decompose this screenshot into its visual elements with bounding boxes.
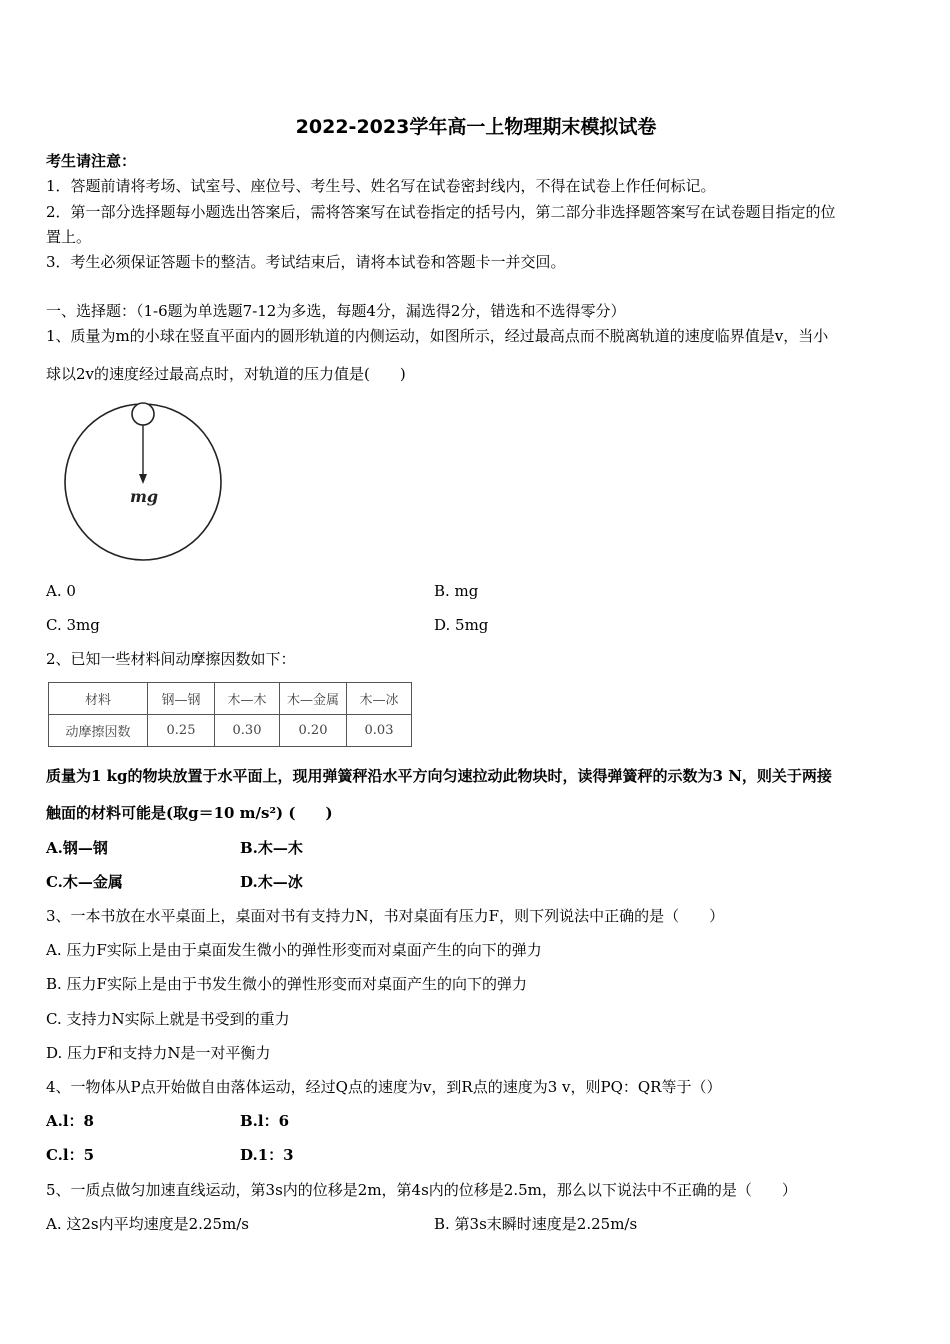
notice-item: 1．答题前请将考场、试室号、座位号、考生号、姓名写在试卷密封线内，不得在试卷上作任何标记。 [46,177,716,195]
notice-heading: 考生请注意： [46,152,137,170]
question-2-body: 质量为1 kg的物块放置于水平面上，现用弹簧秤沿水平方向匀速拉动此物块时，读得弹簧秤的示数为3 N，则关于两接 [46,767,832,785]
option-b: B. 压力F实际上是由于书发生微小的弹性形变而对桌面产生的向下的弹力 [46,975,527,993]
option-c: C. 3mg [46,616,100,634]
table-header-row [49,683,412,715]
figure-label-mg: mg [130,487,159,506]
table-row [49,715,412,747]
page-title: 2022-2023学年高一上物理期末模拟试卷 [295,116,657,138]
notice-item: 置上。 [46,228,92,246]
table-cell: 0.03 [347,715,412,747]
option-b: B. 第3s末瞬时速度是2.25m/s [434,1215,638,1233]
force-arrow-head [139,474,147,484]
question-5-stem: 5、一质点做匀加速直线运动，第3s内的位移是2m，第4s内的位移是2.5m，那么以下说法中不正确的是（ ） [46,1181,797,1199]
table-cell: 0.20 [280,715,347,747]
question-2-stem: 2、已知一些材料间动摩擦因数如下： [46,650,296,668]
friction-table [48,682,412,747]
question-3-stem: 3、一本书放在水平桌面上，桌面对书有支持力N，书对桌面有压力F，则下列说法中正确的是（ ） [46,907,725,925]
table-header: 木—冰 [347,683,412,715]
option-d: D. 5mg [434,616,489,634]
section-heading: 一、选择题：（1-6题为单选题7-12为多选，每题4分，漏选得2分，错选和不选得零分） [46,302,626,320]
table-cell: 动摩擦因数 [49,715,148,747]
option-a: A. 压力F实际上是由于桌面发生微小的弹性形变而对桌面产生的向下的弹力 [46,941,542,959]
table-cell: 0.25 [148,715,215,747]
option-d: D.1：3 [240,1146,294,1164]
option-c: C.木—金属 [46,873,123,891]
option-b: B.l：6 [240,1112,290,1130]
circular-track-figure [64,400,229,565]
option-c: C. 支持力N实际上就是书受到的重力 [46,1010,290,1028]
question-2-body-cont: 触面的材料可能是(取g＝10 m/s²) ( ) [46,804,333,822]
notice-item: 3．考生必须保证答题卡的整洁。考试结束后，请将本试卷和答题卡一并交回。 [46,253,566,271]
option-b: B.木—木 [240,839,303,857]
option-b: B. mg [434,582,479,600]
table-header: 木—金属 [280,683,347,715]
ball [132,403,154,425]
option-c: C.l：5 [46,1146,95,1164]
table-header: 材料 [49,683,148,715]
table-header: 钢—钢 [148,683,215,715]
option-a: A. 0 [46,582,76,600]
table-cell: 0.30 [215,715,280,747]
option-d: D.木—冰 [240,873,303,891]
option-a: A.l：8 [46,1112,94,1130]
option-a: A. 这2s内平均速度是2.25m/s [46,1215,249,1233]
question-4-stem: 4、一物体从P点开始做自由落体运动，经过Q点的速度为v，到R点的速度为3 v，则PQ：QR等于（） [46,1078,722,1096]
notice-item: 2．第一部分选择题每小题选出答案后，需将答案写在试卷指定的括号内，第二部分非选择题答案写在试卷题目指定的位 [46,203,836,221]
question-1-stem: 1、质量为m的小球在竖直平面内的圆形轨道的内侧运动，如图所示，经过最高点而不脱离轨道的速度临界值是v，当小 [46,327,829,345]
table-header: 木—木 [215,683,280,715]
question-1-stem-cont: 球以2v的速度经过最高点时，对轨道的压力值是( ) [46,365,406,383]
option-a: A.钢—钢 [46,839,108,857]
option-d: D. 压力F和支持力N是一对平衡力 [46,1044,271,1062]
